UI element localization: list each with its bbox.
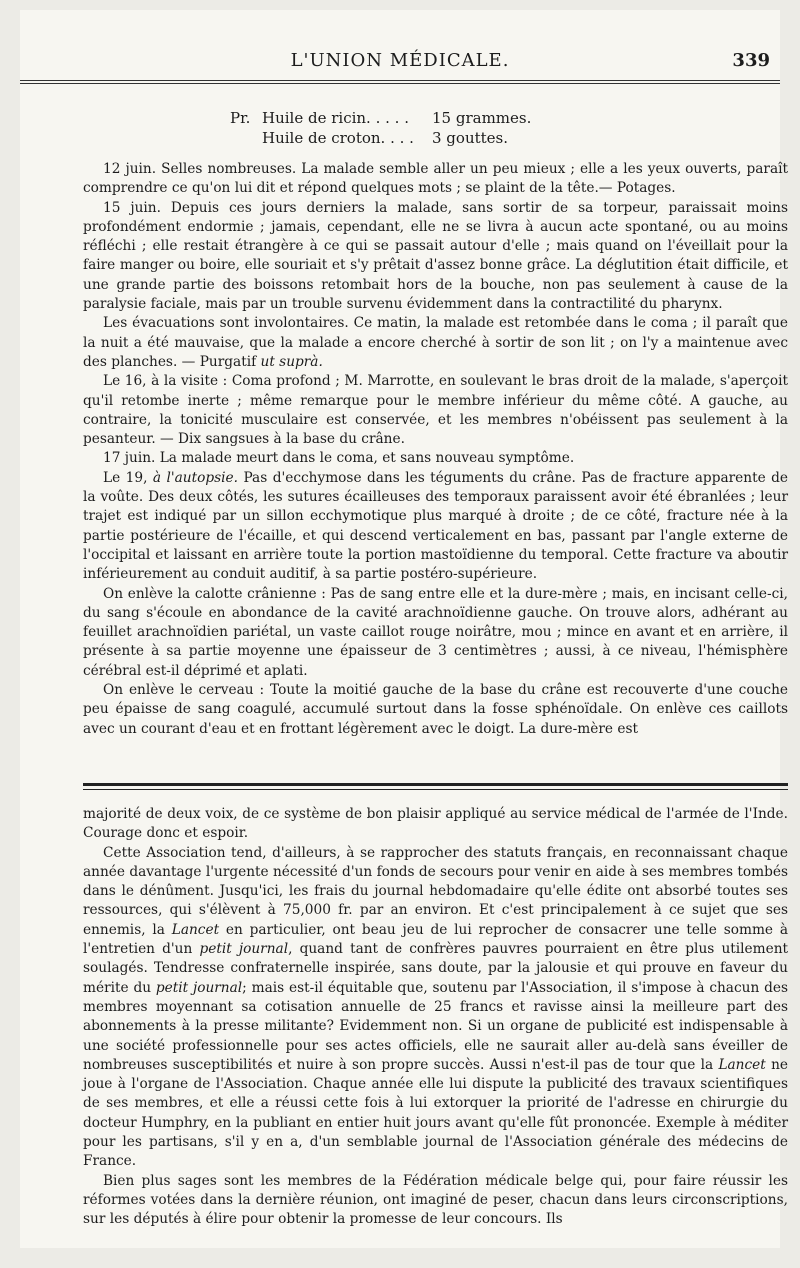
header-rule — [20, 80, 780, 81]
document-page — [20, 10, 789, 1248]
paragraph-calotte: On enlève la calotte crânienne : Pas de sang entre elle et la dure-mère ; mais, en incisant celle-ci, du sang s'écoule en abondance de la cavité arachnoïdienne gauche. On trouve alors, adhérant au feuillet arachnoïdien pariétal, un vaste caillot rouge noirâtre, mou ; mince en avant et en arrière, il présente à sa partie moyenne une épaisseur de 3 centimètres ; aussi, à ce niveau, l'hémisphère cérébral est-il déprimé et aplati. — [83, 585, 788, 679]
paragraph-autopsie: Le 19, à l'autopsie. Pas d'ecchymose dans les téguments du crâne. Pas de fracture apparente de la voûte. Des deux côtés, les sutures écailleuses des temporaux paraissent avoir été ébranlées ; leur trajet est indiqué par un sillon ecchymotique plus marqué à droite ; de ce côté, fracture née à la partie postérieure de l'écaille, et qui descend verticalement en bas, passant par l'angle externe de l'occipital et laissant en arrière toute la portion mastoïdienne du temporal. Cette fracture va aboutir inférieurement au conduit auditif, à sa partie postéro-supérieure. — [83, 469, 788, 583]
lancet-mention: Lancet — [171, 921, 220, 938]
paragraph-cerveau: On enlève le cerveau : Toute la moitié gauche de la base du crâne est recouverte d'une couche peu épaisse de sang coagulé, accumulé surtout dans la fosse sphénoïdale. On enlève ces caillots avec un courant d'eau et en frottant légèrement avec le doigt. La dure-mère est — [83, 682, 788, 737]
petit-journal-mention: petit journal — [155, 979, 243, 996]
paragraph-le-16: Le 16, à la visite : Coma profond ; M. Marrotte, en soulevant le bras droit de la malade, s'aperçoit qu'il retombe inerte ; même remarque pour le membre inférieur du même côté. A gauche, au contraire, la tonicité musculaire est conservée, et les membres n'obéissent pas seulement à la pesanteur. — Dix sangsues à la base du crâne. — [83, 373, 788, 448]
paragraph-12-juin: 12 juin. Selles nombreuses. La malade semble aller un peu mieux ; elle a les yeux ouverts, paraît comprendre ce qu'on lui dit et répond quelques mots ; se plaint de la tête.— Potages. — [83, 161, 788, 197]
page-number: 339 — [732, 50, 770, 71]
feuilleton-column — [83, 805, 788, 1230]
ut-supra: ut suprà. — [260, 353, 323, 370]
paragraph-15-juin: 15 juin. Depuis ces jours derniers la malade, sans sortir de sa torpeur, paraissait moins profondément endormie ; jamais, cependant, elle ne se livra à aucun acte spontané, ou au moins réfléchi ; elle restait étrangère à ce qui se passait autour d'elle ; mais quand on l'éveillait pour la faire manger ou boire, elle souriait et s'y prêtait d'assez bonne grâce. La déglutition était difficile, et une grande partie des boissons retombait hors de la bouche, non pas seulement à cause de la paralysie faciale, mais par un trouble survenu évidemment dans la contractilité du pharynx. — [83, 199, 788, 313]
paragraph-association: Cette Association tend, d'ailleurs, à se rapprocher des statuts français, en reconnaissant chaque année davantage l'urgente nécessité d'un fonds de secours pour venir en aide à ses membres tombés dans le dénûment. Jusqu'ici, les frais du journal hebdomadaire qu'elle édite ont absorbé toutes ses ressources, qui s'élèvent à 75,000 fr. par an environ. Et c'est principalement à ce sujet que ses ennemis, la Lancet en particulier, ont beau jeu de lui reprocher de consacrer une telle somme à l'entretien d'un petit journal, quand tant de confrères pauvres pourraient en être plus utilement soulagés. Tendresse confraternelle inspirée, sans doute, par la jalousie et qui prouve en faveur du mérite du petit journal; mais est-il équitable que, soutenu par l'Association, il s'impose à chacun des membres moyennant sa cotisation annuelle de 25 francs et ravisse ainsi la meilleure part des abonnements à la presse militante? Evidemment non. Si un organe de publicité est indispensable à une société professionnelle pour ses actes officiels, elle ne saurait aller au-delà sans éveiller de nombreuses susceptibilités et nuire à son propre succès. Aussi n'est-il pas de tour que la Lancet ne joue à l'organe de l'Association. Chaque année elle lui dispute la publicité des travaux scientifiques de ses membres, et elle a réussi cette fois à lui extorquer la priorité de l'adresse en chirurgie du docteur Humphry, en la publiant en entier huit jours avant qu'elle fût prononcée. Exemple à méditer pour les partisans, s'il y en a, d'un semblable journal de l'Association générale des médecins de France. — [83, 844, 789, 1170]
prescription-row — [230, 108, 552, 128]
prescription-drug: Huile de croton. . . . — [262, 129, 414, 147]
running-title: L'UNION MÉDICALE. — [290, 50, 510, 71]
prescription — [230, 108, 552, 148]
prescription-drug: Huile de ricin. . . . . — [262, 109, 409, 127]
prescription-dose: 15 grammes. — [432, 109, 532, 127]
paragraph-federation-belge: Bien plus sages sont les membres de la Fédération médicale belge qui, pour faire réussir les réformes votées dans la dernière réunion, ont imaginé de peser, chacun dans leurs circonscriptions, sur les députés à élire pour obtenir la promesse de leur concours. Ils — [83, 1172, 788, 1228]
page-header — [20, 50, 780, 90]
lancet-mention: Lancet — [718, 1056, 766, 1073]
section-separator-thin — [83, 789, 788, 790]
prescription-prefix: Pr. — [230, 109, 251, 127]
autopsy-italic: à l'autopsie. — [152, 469, 238, 486]
case-report-column — [83, 160, 788, 739]
paragraph-evacuations: Les évacuations sont involontaires. Ce matin, la malade est retombée dans le coma ; il paraît que la nuit a été mauvaise, que la malade a encore cherché à sortir de son lit ; on l'y a maintenue avec des planches. — Purgatif ut suprà. — [83, 315, 788, 370]
prescription-dose: 3 gouttes. — [432, 129, 509, 147]
section-separator — [83, 783, 788, 786]
header-rule-secondary — [20, 83, 780, 84]
petit-journal-mention: petit journal — [199, 941, 289, 958]
paragraph-17-juin: 17 juin. La malade meurt dans le coma, et sans nouveau symptôme. — [103, 450, 575, 467]
paragraph-majorite: majorité de deux voix, de ce système de bon plaisir appliqué au service médical de l'armée de l'Inde. Courage donc et espoir. — [83, 806, 788, 842]
autopsy-lead: Le 19, — [103, 469, 148, 486]
prescription-row — [230, 128, 552, 148]
